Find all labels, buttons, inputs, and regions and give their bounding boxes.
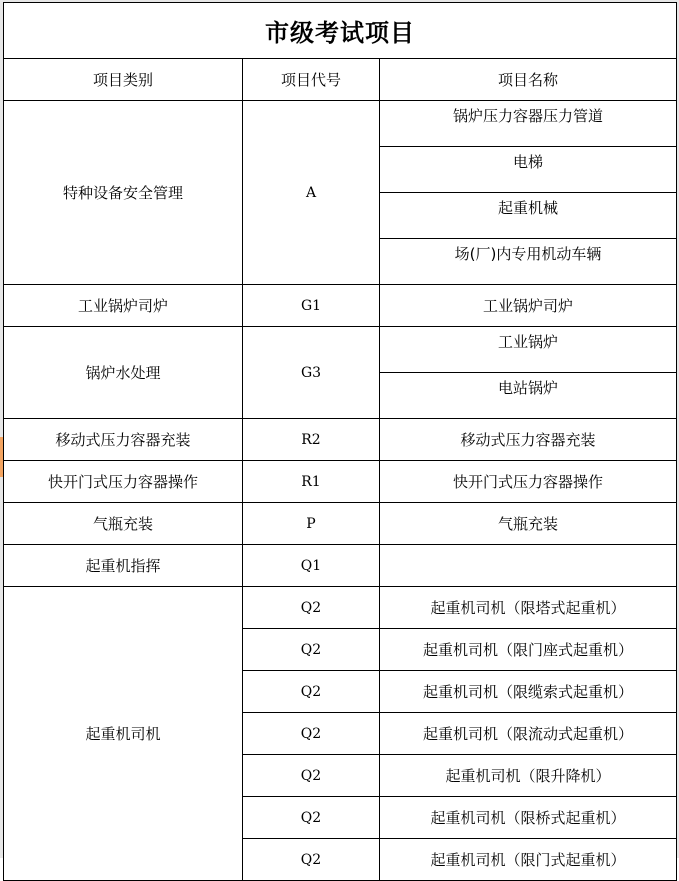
name-cell[interactable]: 电梯 [380, 147, 677, 193]
name-cell[interactable]: 起重机司机（限桥式起重机） [380, 797, 677, 839]
exam-items-table [3, 2, 677, 881]
name-cell[interactable]: 移动式压力容器充装 [380, 419, 677, 461]
category-cell[interactable]: 快开门式压力容器操作 [4, 461, 243, 503]
category-cell[interactable]: 锅炉水处理 [4, 327, 243, 419]
code-cell[interactable]: G1 [243, 285, 380, 327]
category-cell[interactable]: 移动式压力容器充装 [4, 419, 243, 461]
code-cell[interactable]: Q2 [243, 713, 380, 755]
name-cell[interactable]: 工业锅炉司炉 [380, 285, 677, 327]
header-name[interactable]: 项目名称 [380, 59, 677, 101]
code-cell[interactable]: Q2 [243, 587, 380, 629]
name-cell[interactable]: 气瓶充装 [380, 503, 677, 545]
category-cell[interactable]: 气瓶充装 [4, 503, 243, 545]
category-cell[interactable]: 起重机指挥 [4, 545, 243, 587]
category-cell[interactable]: 起重机司机 [4, 587, 243, 881]
name-cell[interactable]: 锅炉压力容器压力管道 [380, 101, 677, 147]
code-cell[interactable]: P [243, 503, 380, 545]
code-cell[interactable]: Q2 [243, 839, 380, 881]
code-cell[interactable]: Q2 [243, 671, 380, 713]
category-cell[interactable]: 特种设备安全管理 [4, 101, 243, 285]
name-cell[interactable]: 起重机司机（限升降机） [380, 755, 677, 797]
name-cell[interactable]: 起重机司机（限缆索式起重机） [380, 671, 677, 713]
name-cell[interactable]: 场(厂)内专用机动车辆 [380, 239, 677, 285]
name-cell[interactable]: 起重机司机（限门座式起重机） [380, 629, 677, 671]
header-code[interactable]: 项目代号 [243, 59, 380, 101]
header-category[interactable]: 项目类别 [4, 59, 243, 101]
name-cell[interactable]: 起重机司机（限门式起重机） [380, 839, 677, 881]
name-cell[interactable]: 起重机司机（限流动式起重机） [380, 713, 677, 755]
category-cell[interactable]: 工业锅炉司炉 [4, 285, 243, 327]
code-cell[interactable]: A [243, 101, 380, 285]
table-title[interactable]: 市级考试项目 [4, 3, 677, 59]
code-cell[interactable]: Q2 [243, 797, 380, 839]
code-cell[interactable]: R2 [243, 419, 380, 461]
code-cell[interactable]: R1 [243, 461, 380, 503]
name-cell[interactable]: 起重机械 [380, 193, 677, 239]
name-cell[interactable] [380, 545, 677, 587]
code-cell[interactable]: Q2 [243, 755, 380, 797]
name-cell[interactable]: 快开门式压力容器操作 [380, 461, 677, 503]
code-cell[interactable]: Q1 [243, 545, 380, 587]
name-cell[interactable]: 起重机司机（限塔式起重机） [380, 587, 677, 629]
name-cell[interactable]: 电站锅炉 [380, 373, 677, 419]
code-cell[interactable]: G3 [243, 327, 380, 419]
name-cell[interactable]: 工业锅炉 [380, 327, 677, 373]
code-cell[interactable]: Q2 [243, 629, 380, 671]
